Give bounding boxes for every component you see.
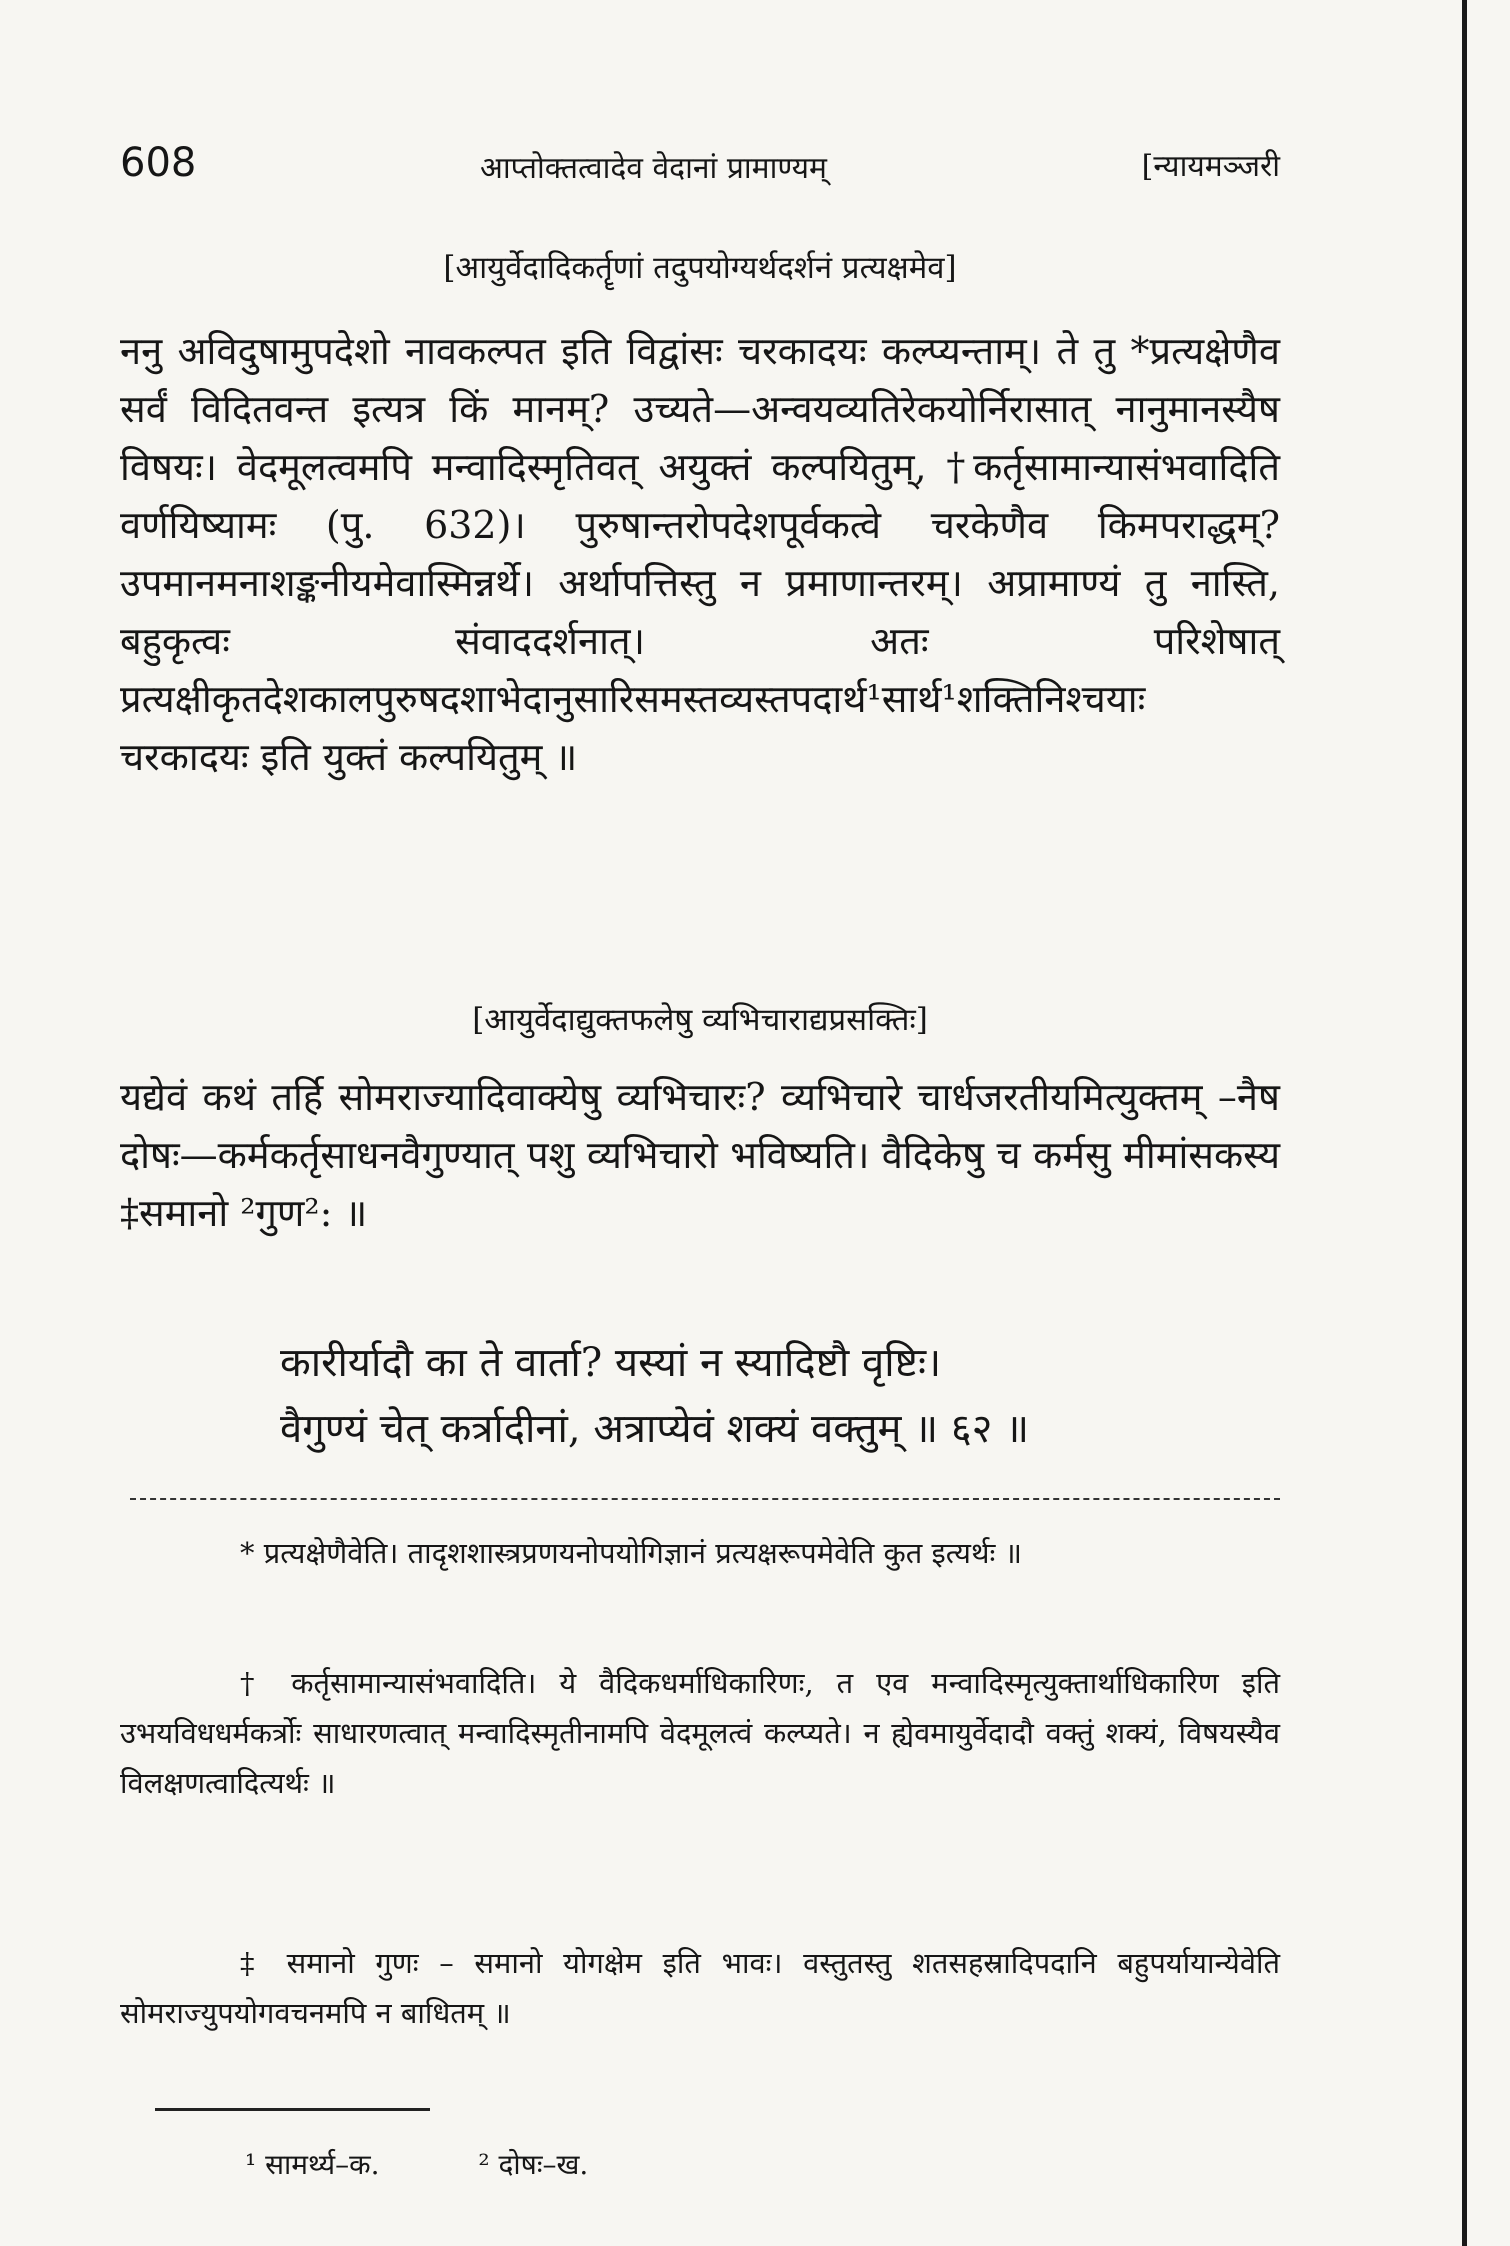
- footnote-double-dagger: ‡ समानो गुणः – समानो योगक्षेम इति भावः। वस्तुतस्तु शतसहस्रादिपदानि बहुपर्यायान्येवेति सोमराज्युपयोगवचनमपि न बाधितम् ॥: [120, 1946, 1280, 2030]
- section-heading-1: [आयुर्वेदादिकर्तॄणां तदुपयोग्यर्थदर्शनं प्रत्यक्षमेव]: [443, 250, 957, 286]
- verse-block: [280, 1330, 1280, 1462]
- page-number: 608: [120, 140, 197, 186]
- verse-line-2: वैगुण्यं चेत् कर्त्रादीनां, अत्राप्येवं शक्यं वक्तुम् ॥ ६२ ॥: [280, 1406, 1030, 1452]
- variant-reading-2: ² दोषः–ख.: [478, 2148, 589, 2181]
- book-title-tag: [न्यायमञ्जरी: [1141, 149, 1280, 184]
- footnote-dagger: † कर्तृसामान्यासंभवादिति। ये वैदिकधर्माधिकारिणः, त एव मन्वादिस्मृत्युक्तार्थाधिकारिण इति उभयविधधर्मकर्त्रोः साधारणत्वात् मन्वादिस्मृतीनामपि वेदमूलत्वं कल्प्यते। न ह्येवमायुर्वेदादौ वक्तुं शक्यं, विषयस्यैव विलक्षणत्वादित्यर्थः ॥: [120, 1666, 1280, 1800]
- footnote-divider: [130, 1498, 1280, 1500]
- variant-rule: [155, 2108, 430, 2111]
- variant-readings: [245, 2145, 678, 2183]
- page-edge-shadow: [1462, 0, 1467, 2246]
- section-heading-2: [आयुर्वेदाद्युक्तफलेषु व्यभिचाराद्यप्रसक्तिः]: [472, 1002, 928, 1038]
- footnote-asterisk: * प्रत्यक्षेणैवेति। तादृशशास्त्रप्रणयनोपयोगिज्ञानं प्रत्यक्षरूपमेवेति कुत इत्यर्थः ॥: [240, 1536, 1022, 1570]
- page-header: [120, 140, 1280, 190]
- verse-line-1: कारीर्यादौ का ते वार्ता? यस्यां न स्यादिष्टौ वृष्टिः।: [280, 1340, 942, 1386]
- running-title: आप्तोक्तत्वादेव वेदानां प्रामाण्यम्: [480, 151, 827, 186]
- paragraph-1: ननु अविदुषामुपदेशो नावकल्पत इति विद्वांसः चरकादयः कल्प्यन्ताम्। ते तु *प्रत्यक्षेणैव सर्वं विदितवन्त इत्यत्र किं मानम्? उच्यते—अन्वयव्यतिरेकयोर्निरासात् नानुमानस्यैष विषयः। वेदमूलत्वमपि मन्वादिस्मृतिवत् अयुक्तं कल्पयितुम्, †कर्तृसामान्यासंभवादिति वर्णयिष्यामः (पु. 632)। पुरुषान्तरोपदेशपूर्वकत्वे चरकेणैव किमपराद्धम्? उपमानमनाशङ्कनीयमेवास्मिन्नर्थे। अर्थापत्तिस्तु न प्रमाणान्तरम्। अप्रामाण्यं तु नास्ति, बहुकृत्वः संवाददर्शनात्। अतः परिशेषात् प्रत्यक्षीकृतदेशकालपुरुषदशाभेदानुसारिसमस्तव्यस्तपदार्थ¹सार्थ¹शक्तिनिश्चयाः चरकादयः इति युक्तं कल्पयितुम् ॥: [120, 329, 1280, 779]
- variant-reading-1: ¹ सामर्थ्य–क.: [245, 2148, 380, 2181]
- paragraph-2: यद्येवं कथं तर्हि सोमराज्यादिवाक्येषु व्यभिचारः? व्यभिचारे चार्धजरतीयमित्युक्तम् –नैष दोषः—कर्मकर्तृसाधनवैगुण्यात् पशु व्यभिचारो भविष्यति। वैदिकेषु च कर्मसु मीमांसकस्य ‡समानो ²गुण²: ॥: [120, 1075, 1280, 1235]
